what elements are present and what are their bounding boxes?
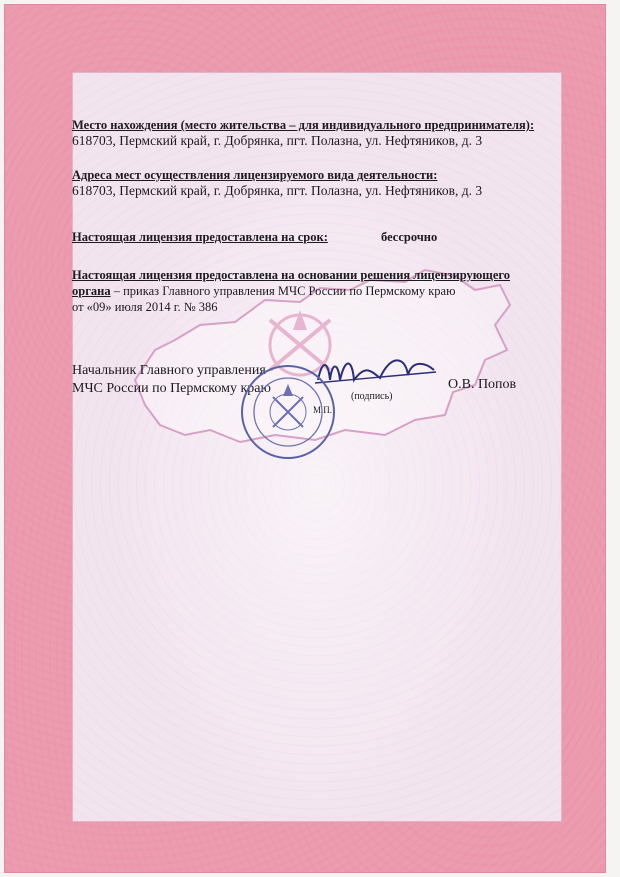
location-value: 618703, Пермский край, г. Добрянка, пгт. Полазна, ул. Нефтяников, д. 3	[72, 133, 483, 148]
basis-label-line1: Настоящая лицензия предоставлена на основании решения лицензирующего	[72, 268, 511, 282]
basis-label-line2: органа	[72, 284, 111, 298]
term-value: бессрочно	[381, 230, 438, 244]
location-label: Место нахождения (место жительства – для индивидуального предпринимателя):	[72, 118, 535, 132]
term-label: Настоящая лицензия предоставлена на срок:	[72, 230, 328, 244]
signatory-title-line1: Начальник Главного управления	[72, 363, 266, 378]
term-section	[72, 229, 542, 245]
basis-section	[72, 267, 542, 315]
signatory-name: О.В. Попов	[448, 377, 517, 392]
official-stamp-seal	[238, 362, 338, 462]
signatory-title-line2: МЧС России по Пермскому краю	[72, 381, 271, 396]
stamp-caption: М.П.	[313, 405, 333, 415]
signature-caption: (подпись)	[351, 391, 393, 402]
basis-text-line1: – приказ Главного управления МЧС России по Пермскому краю	[110, 284, 456, 298]
activity-addresses-label: Адреса мест осуществления лицензируемого вида деятельности:	[72, 168, 438, 182]
activity-addresses-section	[72, 167, 542, 199]
activity-addresses-value: 618703, Пермский край, г. Добрянка, пгт. Полазна, ул. Нефтяников, д. 3	[72, 183, 483, 198]
basis-text-line2: от «09» июля 2014 г. № 386	[72, 300, 218, 314]
location-section	[72, 117, 542, 149]
